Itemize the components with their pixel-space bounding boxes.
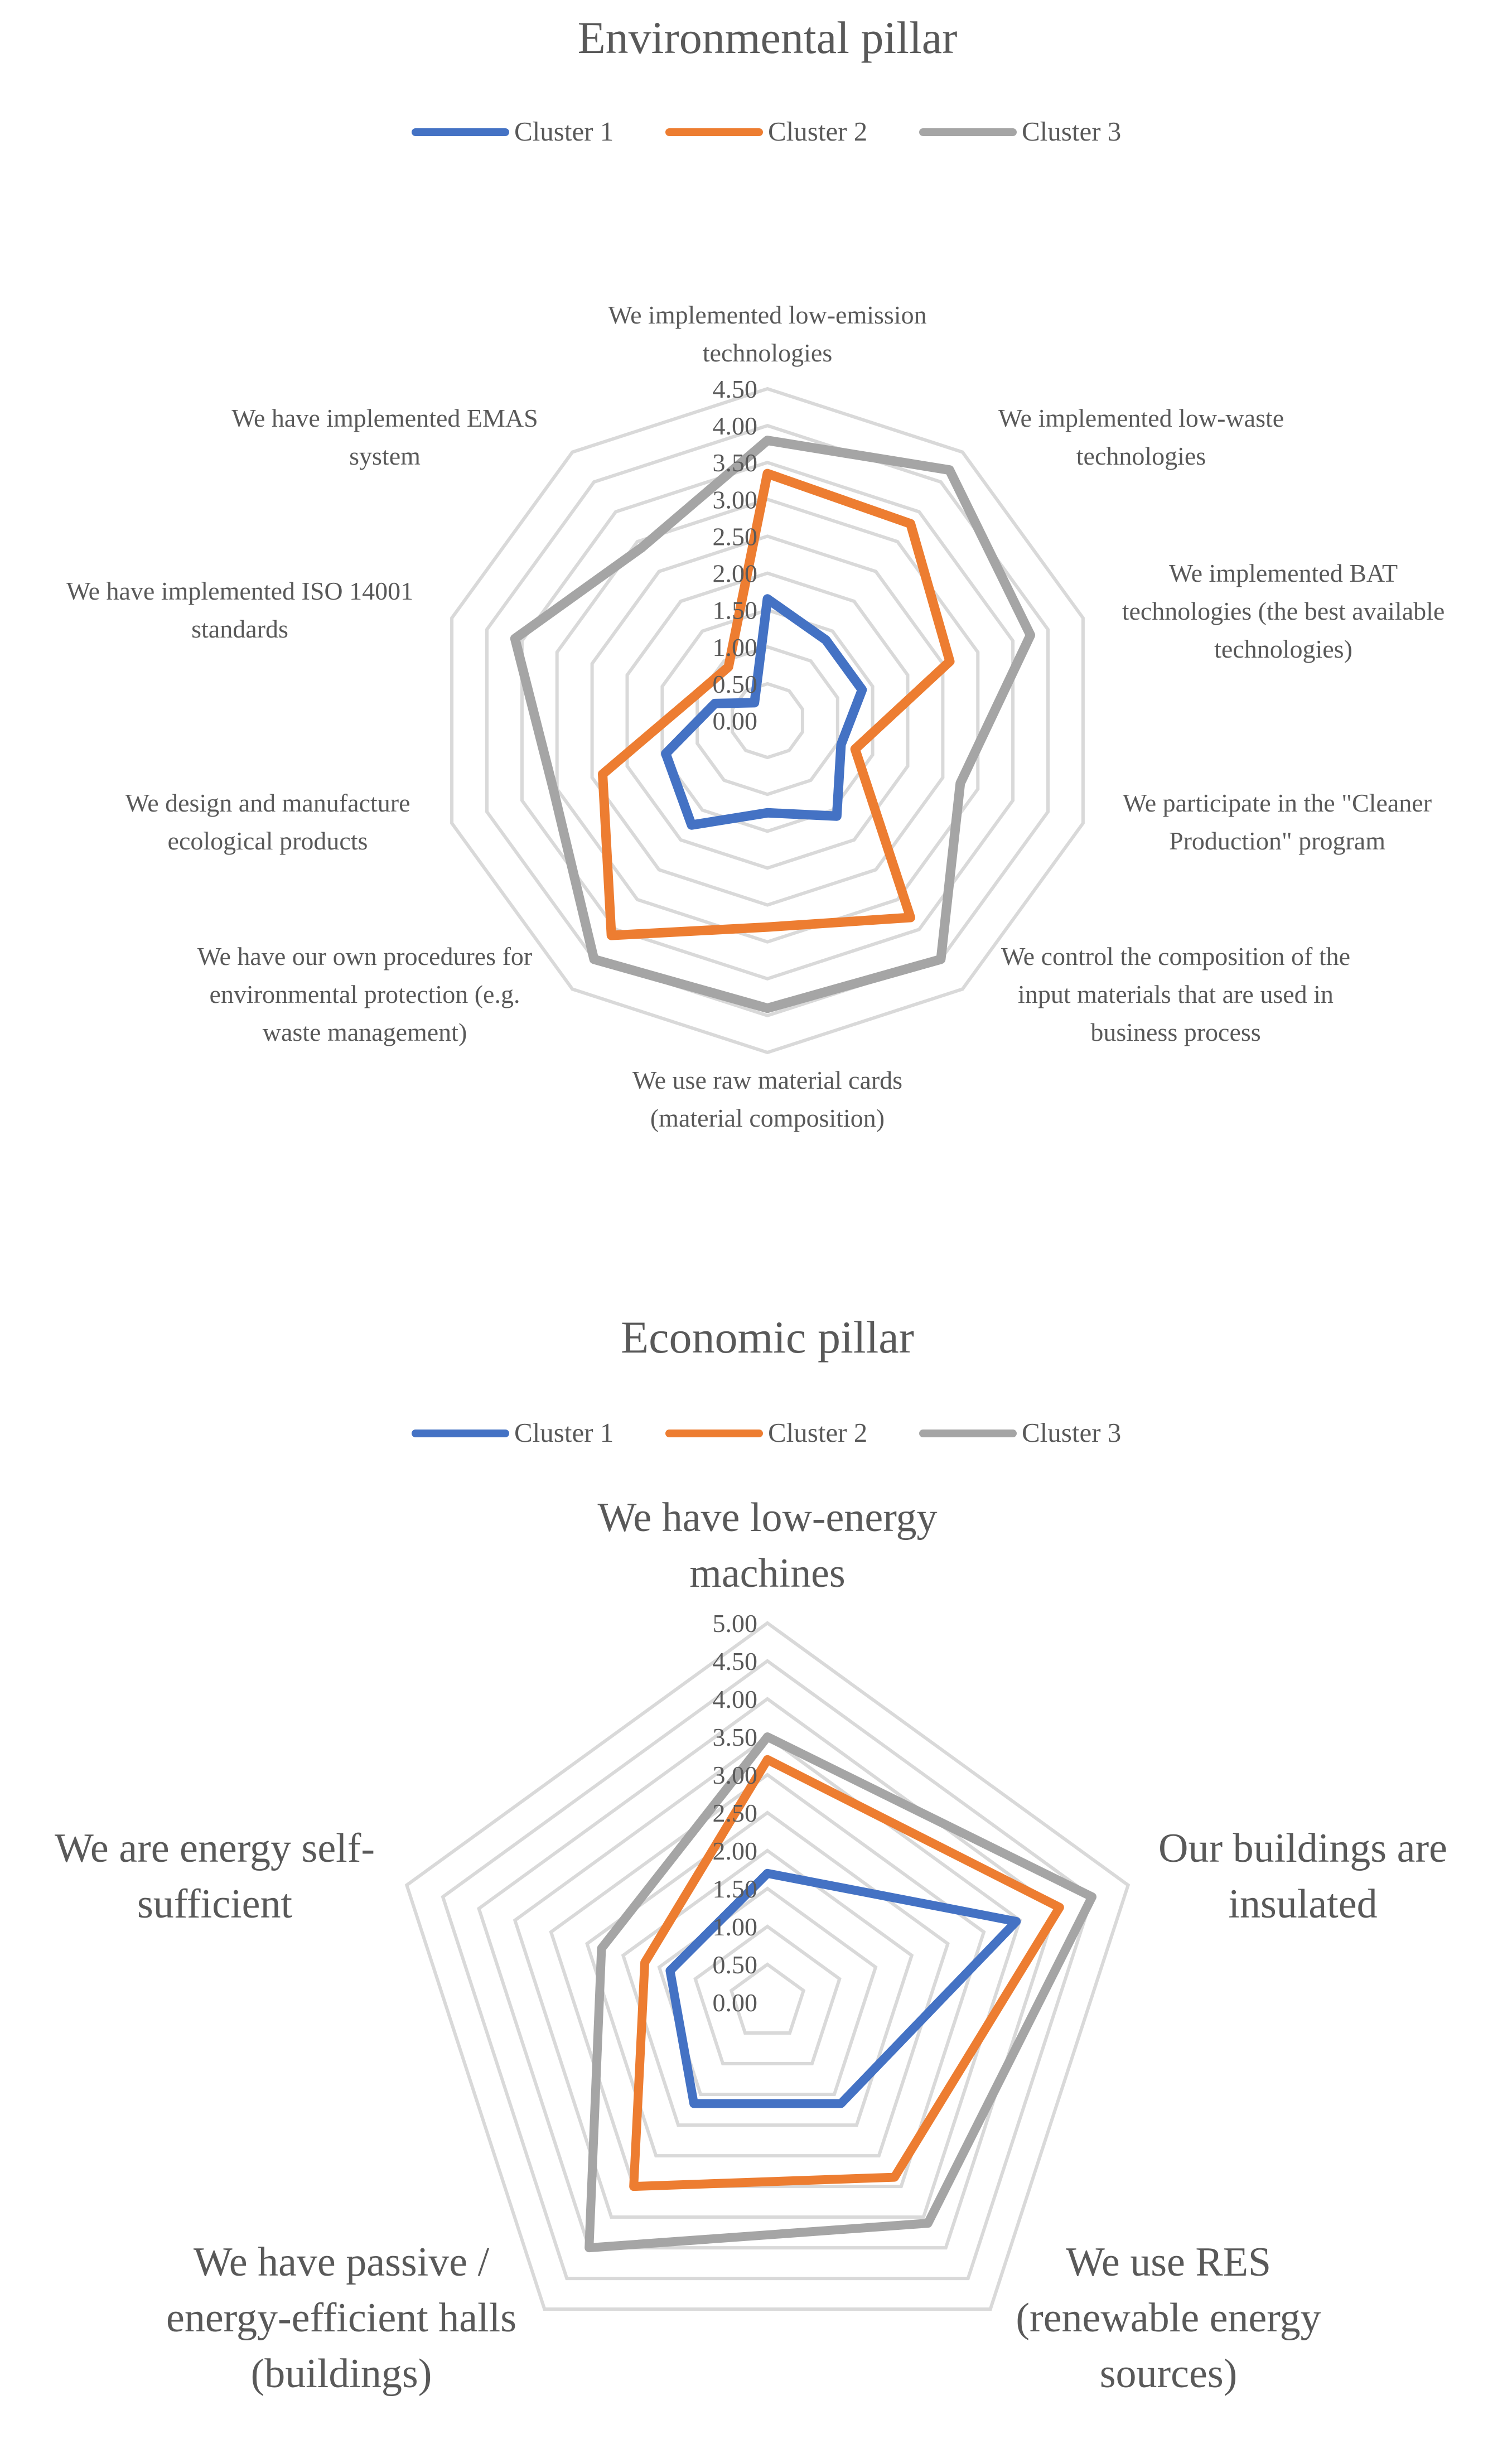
- legend-item-cluster-2: [669, 116, 867, 147]
- tick-label: 4.00: [712, 412, 757, 441]
- category-label: We implemented BAT technologies (the best available technologies): [1122, 559, 1445, 663]
- category-label: We implemented low-emission technologies: [608, 301, 927, 367]
- legend-item-cluster-2: [669, 1417, 867, 1448]
- radial-tick-labels: [713, 1609, 758, 2017]
- legend-label-cluster-1: Cluster 1: [514, 116, 614, 147]
- tick-label: 2.50: [712, 522, 757, 551]
- category-label: We have our own procedures for environmental protection (e.g. waste management): [197, 942, 533, 1046]
- economic-radar-chart: [55, 1312, 1447, 2397]
- category-label: We are energy self-sufficient: [54, 1826, 375, 1927]
- category-label: We implemented low-waste technologies: [998, 404, 1284, 470]
- legend-label-cluster-2: Cluster 2: [768, 116, 868, 147]
- chart-title: Economic pillar: [621, 1312, 914, 1363]
- tick-label: 1.50: [712, 1875, 757, 1903]
- legend-item-cluster-3: [923, 116, 1121, 147]
- legend-label-cluster-1: Cluster 1: [514, 1417, 614, 1448]
- tick-label: 3.50: [712, 1723, 757, 1751]
- tick-label: 0.50: [712, 1950, 757, 1979]
- category-label: We use raw material cards (material composition): [632, 1066, 903, 1132]
- tick-label: 3.00: [712, 485, 757, 514]
- chart-legend: [416, 116, 1121, 147]
- tick-label: 3.50: [712, 448, 757, 477]
- tick-label: 3.00: [712, 1761, 757, 1789]
- legend-label-cluster-3: Cluster 3: [1022, 116, 1122, 147]
- tick-label: 0.00: [712, 707, 757, 735]
- legend-label-cluster-3: Cluster 3: [1022, 1417, 1122, 1448]
- environmental-radar-chart: [66, 12, 1445, 1132]
- category-label: We have implemented EMAS system: [231, 404, 538, 470]
- category-label: We control the composition of the input materials that are used in business process: [1001, 942, 1351, 1046]
- category-label: We have low-energy machines: [597, 1495, 938, 1596]
- category-label: We have passive / energy-efficient halls (buildings): [166, 2239, 517, 2397]
- chart-legend: [416, 1417, 1121, 1448]
- grid-ring: [522, 462, 1013, 979]
- legend-item-cluster-1: [416, 116, 614, 147]
- tick-label: 5.00: [712, 1609, 757, 1638]
- tick-label: 2.00: [712, 1837, 757, 1865]
- tick-label: 2.50: [712, 1799, 757, 1827]
- tick-label: 1.00: [712, 632, 757, 661]
- category-label: We participate in the "Cleaner Production" program: [1122, 789, 1432, 855]
- category-label: We design and manufacture ecological products: [125, 789, 410, 855]
- category-label: We have implemented ISO 14001 standards: [66, 577, 414, 643]
- tick-label: 1.50: [712, 596, 757, 625]
- tick-label: 4.50: [712, 375, 757, 403]
- tick-label: 0.50: [712, 669, 757, 698]
- legend-item-cluster-3: [923, 1417, 1121, 1448]
- tick-label: 0.00: [712, 1988, 757, 2017]
- legend-item-cluster-1: [416, 1417, 614, 1448]
- tick-label: 4.50: [712, 1647, 757, 1675]
- tick-label: 2.00: [712, 559, 757, 588]
- tick-label: 1.00: [712, 1913, 757, 1941]
- tick-label: 4.00: [712, 1685, 757, 1713]
- legend-label-cluster-2: Cluster 2: [768, 1417, 868, 1448]
- chart-title: Environmental pillar: [577, 12, 958, 63]
- category-label: Our buildings are insulated: [1158, 1826, 1447, 1927]
- category-label: We use RES (renewable energy sources): [1016, 2239, 1321, 2397]
